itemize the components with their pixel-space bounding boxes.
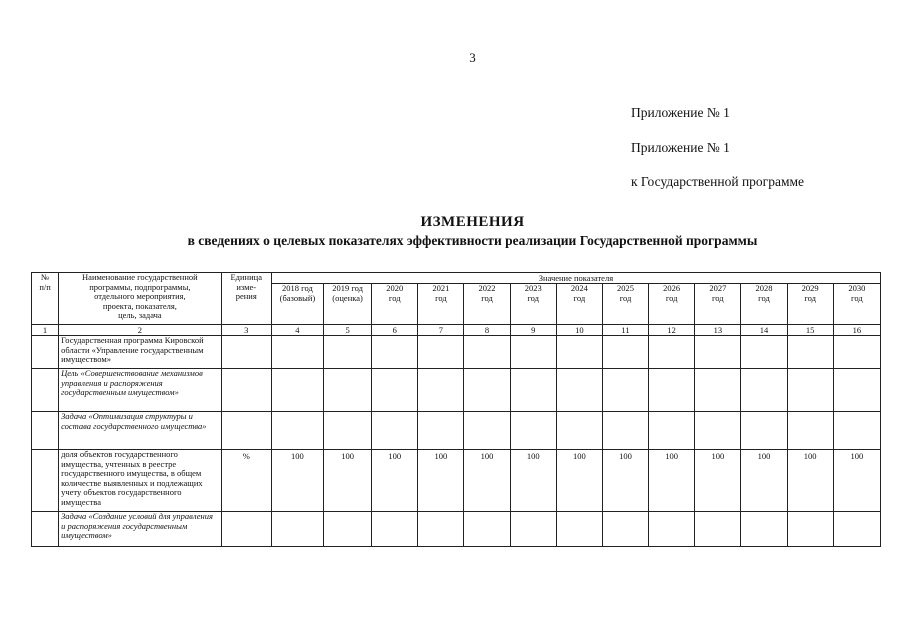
- annex-label: Приложение № 1: [631, 140, 730, 155]
- row-value-cell: [649, 369, 695, 412]
- row-value-cell: [324, 512, 372, 547]
- column-number-cell: 12: [649, 325, 695, 336]
- row-value-cell: [695, 412, 741, 450]
- row-value-cell: [741, 512, 787, 547]
- row-value-cell: [833, 412, 880, 450]
- row-value-cell: 100: [741, 450, 787, 512]
- row-value-cell: [510, 336, 556, 369]
- row-value-cell: [556, 336, 602, 369]
- row-value-cell: [602, 512, 648, 547]
- row-value-cell: [464, 412, 510, 450]
- row-value-cell: [418, 336, 464, 369]
- row-value-cell: [271, 412, 323, 450]
- row-value-cell: [464, 512, 510, 547]
- row-unit-cell: [221, 512, 271, 547]
- row-value-cell: [602, 412, 648, 450]
- table-row: [32, 369, 881, 412]
- row-value-cell: [556, 512, 602, 547]
- header-cell-year: 2023 год: [510, 284, 556, 325]
- column-number-cell: 11: [602, 325, 648, 336]
- row-value-cell: [418, 369, 464, 412]
- row-value-cell: 100: [695, 450, 741, 512]
- annex-label: Приложение № 1: [631, 105, 730, 120]
- row-value-cell: [418, 512, 464, 547]
- row-value-cell: [833, 336, 880, 369]
- row-value-cell: 100: [833, 450, 880, 512]
- row-name-cell: Задача «Создание условий для управления и распоряжения государственным имуществом»: [59, 512, 222, 547]
- row-number-cell: [32, 336, 59, 369]
- row-value-cell: [271, 336, 323, 369]
- row-value-cell: [510, 369, 556, 412]
- page-number: 3: [469, 50, 476, 65]
- column-number-cell: 4: [271, 325, 323, 336]
- column-numbers-row: [32, 325, 881, 336]
- row-unit-cell: [221, 369, 271, 412]
- row-value-cell: [741, 369, 787, 412]
- table-body: [32, 273, 881, 547]
- header-cell-values-group: Значение показателя: [271, 273, 880, 284]
- header-cell-number: № п/п: [32, 273, 59, 325]
- header-cell-year: 2026 год: [649, 284, 695, 325]
- column-number-cell: 5: [324, 325, 372, 336]
- row-value-cell: [833, 369, 880, 412]
- header-cell-name: Наименование государственной программы, подпрограммы, отдельного мероприятия, проекта, показателя, цель, задача: [59, 273, 222, 325]
- row-value-cell: [787, 412, 833, 450]
- header-cell-year: 2024 год: [556, 284, 602, 325]
- row-value-cell: [833, 512, 880, 547]
- row-number-cell: [32, 512, 59, 547]
- column-number-cell: 1: [32, 325, 59, 336]
- column-number-cell: 7: [418, 325, 464, 336]
- row-value-cell: 100: [464, 450, 510, 512]
- row-value-cell: [649, 512, 695, 547]
- column-number-cell: 14: [741, 325, 787, 336]
- row-number-cell: [32, 412, 59, 450]
- row-unit-cell: [221, 336, 271, 369]
- row-value-cell: [271, 512, 323, 547]
- header-cell-unit: Единица изме- рения: [221, 273, 271, 325]
- column-number-cell: 9: [510, 325, 556, 336]
- indicators-table: [31, 272, 881, 547]
- row-value-cell: 100: [649, 450, 695, 512]
- row-value-cell: 100: [556, 450, 602, 512]
- column-number-cell: 8: [464, 325, 510, 336]
- column-number-cell: 13: [695, 325, 741, 336]
- column-number-cell: 3: [221, 325, 271, 336]
- column-number-cell: 2: [59, 325, 222, 336]
- document-title: ИЗМЕНЕНИЯ: [420, 214, 525, 230]
- header-cell-year: 2021 год: [418, 284, 464, 325]
- header-cell-year: 2022 год: [464, 284, 510, 325]
- row-value-cell: [464, 336, 510, 369]
- row-value-cell: 100: [271, 450, 323, 512]
- row-value-cell: [787, 512, 833, 547]
- column-number-cell: 15: [787, 325, 833, 336]
- row-value-cell: [787, 336, 833, 369]
- row-value-cell: 100: [372, 450, 418, 512]
- row-value-cell: 100: [510, 450, 556, 512]
- row-value-cell: [372, 412, 418, 450]
- row-value-cell: 100: [418, 450, 464, 512]
- table-row: [32, 412, 881, 450]
- row-value-cell: 100: [602, 450, 648, 512]
- annex-reference: к Государственной программе: [631, 174, 805, 189]
- row-value-cell: [372, 369, 418, 412]
- table-row: [32, 336, 881, 369]
- row-number-cell: [32, 450, 59, 512]
- header-cell-year: 2028 год: [741, 284, 787, 325]
- header-cell-year: 2018 год (базовый): [271, 284, 323, 325]
- row-value-cell: 100: [787, 450, 833, 512]
- row-unit-cell: %: [221, 450, 271, 512]
- header-row: [32, 273, 881, 284]
- row-unit-cell: [221, 412, 271, 450]
- row-name-cell: Государственная программа Кировской области «Управление государственным имуществом»: [59, 336, 222, 369]
- row-value-cell: [510, 412, 556, 450]
- row-value-cell: [741, 412, 787, 450]
- row-value-cell: [324, 369, 372, 412]
- row-value-cell: [741, 336, 787, 369]
- header-cell-year: 2019 год (оценка): [324, 284, 372, 325]
- row-value-cell: [372, 336, 418, 369]
- row-value-cell: [271, 369, 323, 412]
- row-name-cell: Цель «Совершенствование механизмов управления и распоряжения государственным имуществом»: [59, 369, 222, 412]
- row-number-cell: [32, 369, 59, 412]
- row-value-cell: [649, 412, 695, 450]
- row-value-cell: [556, 412, 602, 450]
- row-value-cell: [602, 336, 648, 369]
- row-value-cell: [695, 369, 741, 412]
- row-value-cell: [418, 412, 464, 450]
- document-subtitle: в сведениях о целевых показателях эффективности реализации Государственной программы: [187, 233, 758, 248]
- column-number-cell: 16: [833, 325, 880, 336]
- column-number-cell: 6: [372, 325, 418, 336]
- row-value-cell: [464, 369, 510, 412]
- header-cell-year: 2027 год: [695, 284, 741, 325]
- header-cell-year: 2029 год: [787, 284, 833, 325]
- row-value-cell: [695, 336, 741, 369]
- row-value-cell: [324, 336, 372, 369]
- row-value-cell: [602, 369, 648, 412]
- row-value-cell: [510, 512, 556, 547]
- header-cell-year: 2020 год: [372, 284, 418, 325]
- table-row: [32, 450, 881, 512]
- header-cell-year: 2030 год: [833, 284, 880, 325]
- row-value-cell: [324, 412, 372, 450]
- row-name-cell: доля объектов государственного имущества, учтенных в реестре государственного имущества, в общем количестве выявленных и подлежащих учету объектов государственного имущества: [59, 450, 222, 512]
- row-value-cell: [649, 336, 695, 369]
- header-cell-year: 2025 год: [602, 284, 648, 325]
- row-value-cell: [372, 512, 418, 547]
- row-value-cell: 100: [324, 450, 372, 512]
- table-row: [32, 512, 881, 547]
- row-value-cell: [556, 369, 602, 412]
- column-number-cell: 10: [556, 325, 602, 336]
- row-name-cell: Задача «Оптимизация структуры и состава государственного имущества»: [59, 412, 222, 450]
- row-value-cell: [787, 369, 833, 412]
- row-value-cell: [695, 512, 741, 547]
